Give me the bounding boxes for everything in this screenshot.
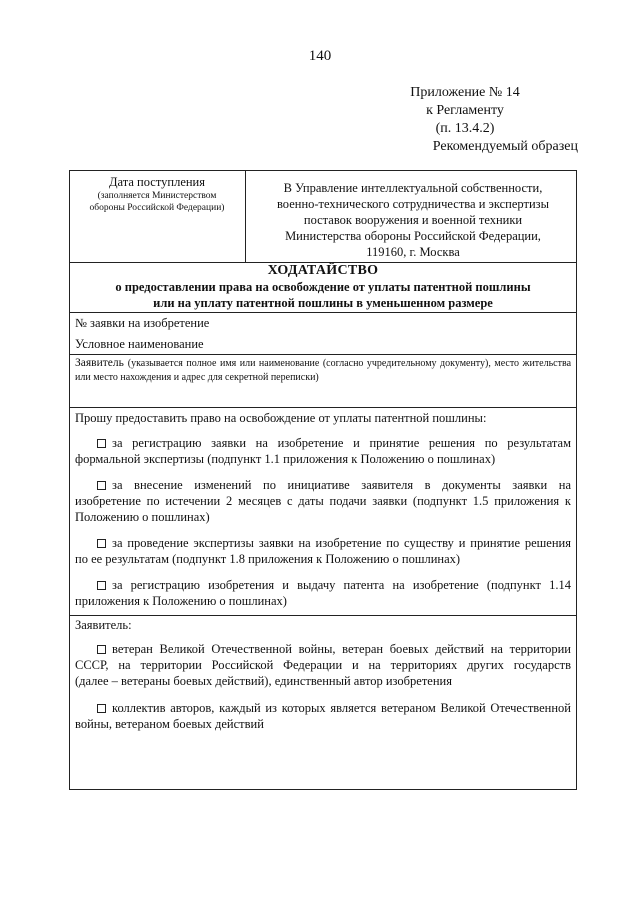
option-text: коллектив авторов, каждый из которых является ветераном Великой Отечественной xyxy=(112,701,571,715)
applicant-info-label: Заявитель xyxy=(75,357,124,369)
header-divider xyxy=(245,171,246,262)
addressee-cell xyxy=(250,180,576,260)
appendix-header xyxy=(380,84,578,156)
option-text: войны, ветераном боевых действий xyxy=(75,717,264,731)
appendix-clause: (п. 13.4.2) xyxy=(435,121,495,136)
petition-title: ХОДАТАЙСТВО xyxy=(267,263,379,278)
option-text: по ее результатам (подпункт 1.8 приложения к Положению о пошлинах) xyxy=(75,552,461,566)
addressee-line: Министерства обороны Российской Федерации, xyxy=(285,229,541,243)
divider xyxy=(70,312,576,313)
divider xyxy=(70,354,576,355)
option-text: формальной экспертизы (подпункт 1.1 приложения к Положению о пошлинах) xyxy=(75,452,496,466)
option-text: за регистрацию заявки на изобретение и принятие решения по результатам xyxy=(112,436,571,450)
option-text: за проведение экспертизы заявки на изобретение по существу и принятие решения xyxy=(112,536,571,550)
checkbox-icon[interactable] xyxy=(97,581,106,590)
divider xyxy=(70,407,576,408)
request-intro: Прошу предоставить право на освобождение от уплаты патентной пошлины: xyxy=(75,411,487,425)
option-text: (далее – ветераны боевых действий), единственный автор изобретения xyxy=(75,674,452,688)
applicant-option-2[interactable] xyxy=(75,700,571,732)
applicant-option-1[interactable] xyxy=(75,641,571,689)
application-number-field[interactable]: № заявки на изобретение xyxy=(75,316,210,330)
petition-title-block xyxy=(70,263,576,311)
option-text: ветеран Великой Отечественной войны, ветеран боевых действий на территории xyxy=(112,642,571,656)
petition-subtitle-line: о предоставлении права на освобождение от уплаты патентной пошлины xyxy=(115,280,531,294)
fee-option-4[interactable] xyxy=(75,577,571,609)
addressee-line: поставок вооружения и военной техники xyxy=(303,213,523,227)
receipt-date-note: (заполняется Министерством обороны Российской Федерации) xyxy=(89,191,225,213)
fee-option-1[interactable] xyxy=(75,435,571,467)
receipt-date-label: Дата поступления xyxy=(109,175,205,189)
appendix-number: Приложение № 14 xyxy=(410,85,520,100)
appendix-reference: к Регламенту xyxy=(426,103,504,118)
fee-option-2[interactable] xyxy=(75,477,571,525)
checkbox-icon[interactable] xyxy=(97,481,106,490)
option-text: Положению о пошлинах) xyxy=(75,510,210,524)
option-text: приложения к Положению о пошлинах) xyxy=(75,594,287,608)
option-text: за регистрацию изобретения и выдачу патента на изобретение (подпункт 1.14 xyxy=(112,578,571,592)
applicant-info-field[interactable] xyxy=(75,356,571,384)
applicant-info-note: (указывается полное имя или наименование (согласно учредительному документу), место жительства или место нахождения и адрес для секретной переписки) xyxy=(75,358,572,383)
petition-subtitle-line: или на уплату патентной пошлины в уменьшенном размере xyxy=(153,296,493,310)
divider xyxy=(70,615,576,616)
option-text: изобретение по истечении 2 месяцев с даты подачи заявки (подпункт 1.5 приложения к xyxy=(75,494,571,508)
addressee-line: 119160, г. Москва xyxy=(366,245,460,259)
applicant-section-label: Заявитель: xyxy=(75,618,132,632)
fee-option-3[interactable] xyxy=(75,535,571,567)
receipt-date-cell xyxy=(72,174,242,214)
checkbox-icon[interactable] xyxy=(97,439,106,448)
addressee-line: В Управление интеллектуальной собственности, xyxy=(283,181,543,195)
page-number: 140 xyxy=(308,48,332,64)
option-text: СССР, на территории Российской Федерации и на территориях других государств xyxy=(75,658,571,672)
checkbox-icon[interactable] xyxy=(97,645,106,654)
checkbox-icon[interactable] xyxy=(97,539,106,548)
recommended-sample-label: Рекомендуемый образец xyxy=(432,139,578,154)
petition-form xyxy=(69,170,577,790)
conventional-name-field[interactable]: Условное наименование xyxy=(75,337,204,351)
option-text: за внесение изменений по инициативе заявителя в документы заявки на xyxy=(112,478,571,492)
checkbox-icon[interactable] xyxy=(97,704,106,713)
addressee-line: военно-технического сотрудничества и экспертизы xyxy=(276,197,549,211)
